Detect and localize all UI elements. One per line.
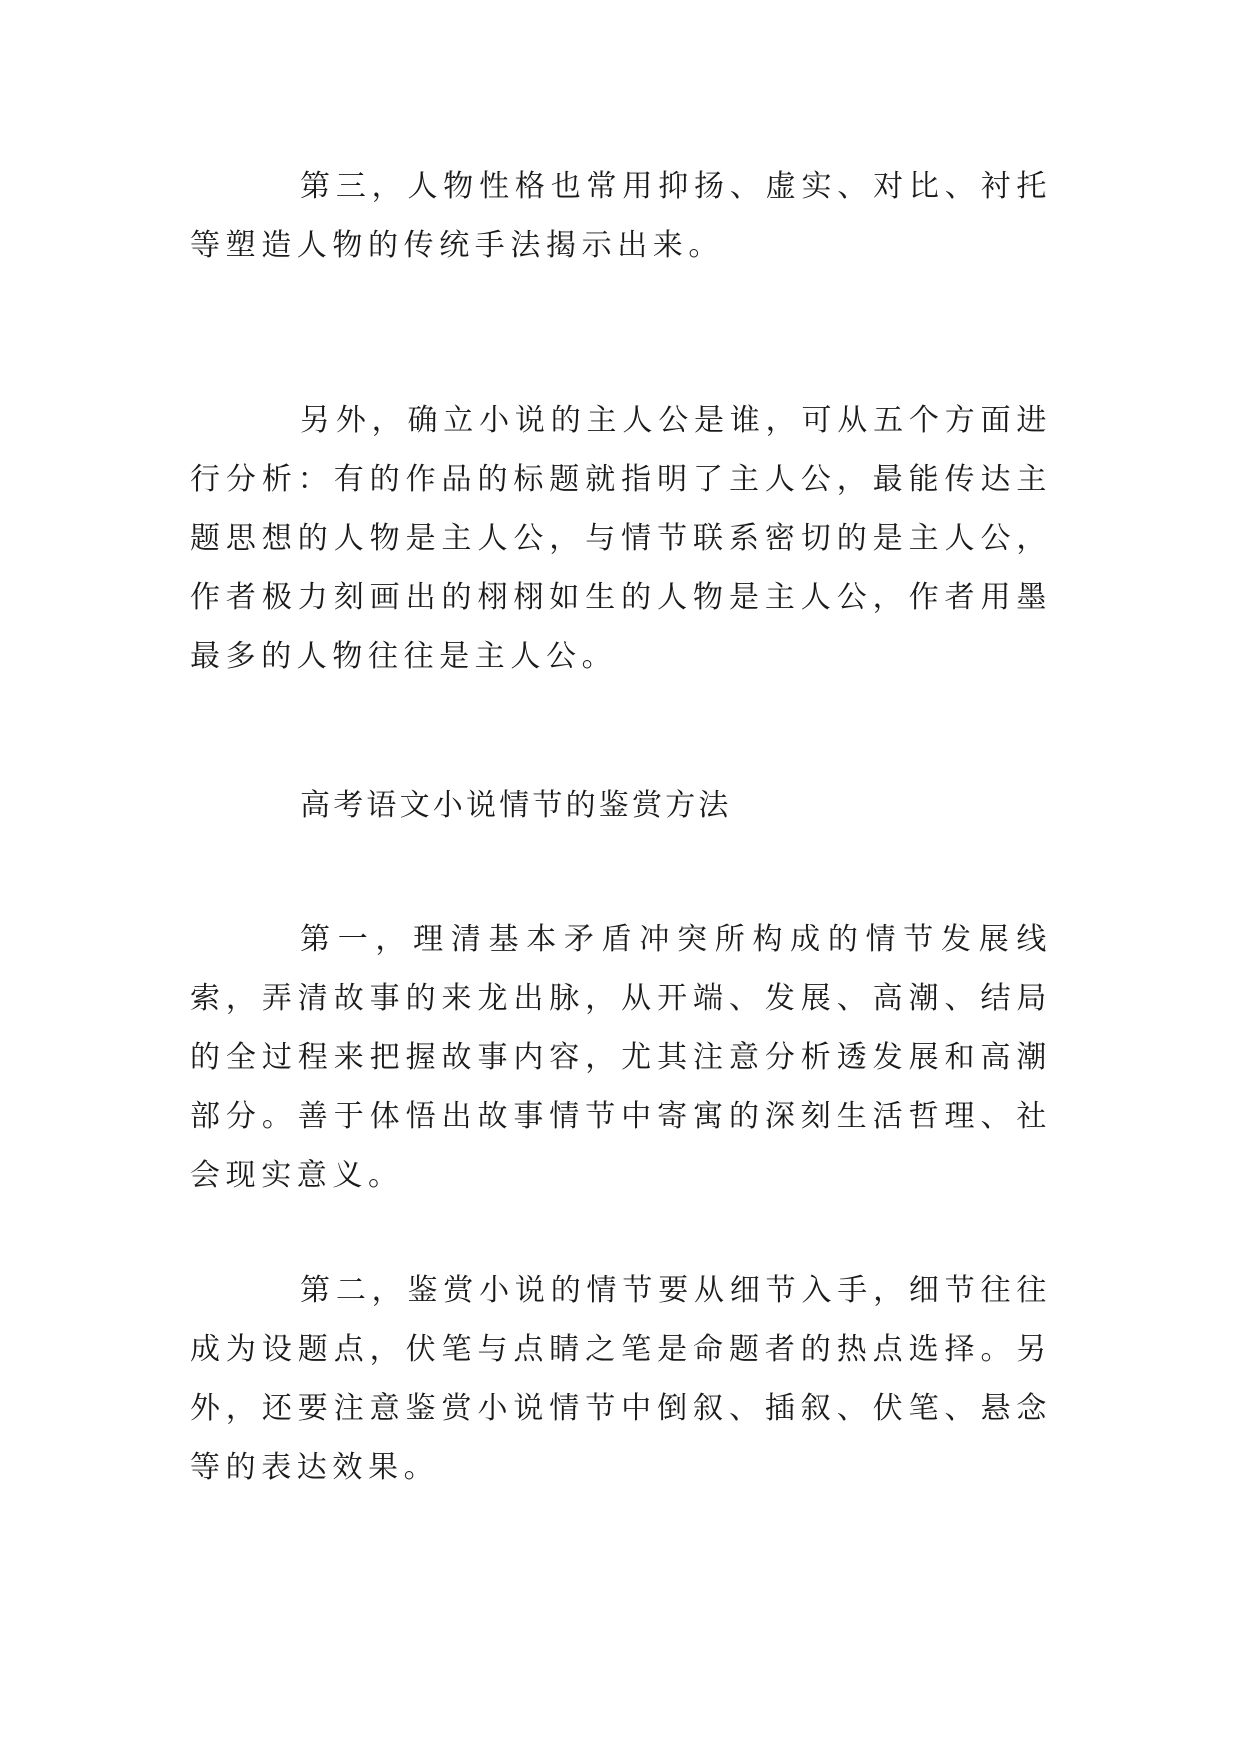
paragraph-plot-clues: 第一，理清基本矛盾冲突所构成的情节发展线索，弄清故事的来龙出脉，从开端、发展、高潮、结局的全过程来把握故事内容，尤其注意分析透发展和高潮部分。善于体悟出故事情节中寄寓的深刻生活哲理、社会现实意义。 [190,922,1052,1193]
section-heading: 高考语文小说情节的鉴赏方法 [300,788,732,823]
paragraph-character-techniques: 第三，人物性格也常用抑扬、虚实、对比、衬托等塑造人物的传统手法揭示出来。 [190,169,1052,263]
paragraph-plot-details: 第二，鉴赏小说的情节要从细节入手，细节往往成为设题点，伏笔与点睛之笔是命题者的热点选择。另外，还要注意鉴赏小说情节中倒叙、插叙、伏笔、悬念等的表达效果。 [190,1273,1052,1485]
paragraph-protagonist-analysis: 另外，确立小说的主人公是谁，可从五个方面进行分析：有的作品的标题就指明了主人公，最能传达主题思想的人物是主人公，与情节联系密切的是主人公，作者极力刻画出的栩栩如生的人物是主人公，作者用墨最多的人物往往是主人公。 [190,403,1052,674]
